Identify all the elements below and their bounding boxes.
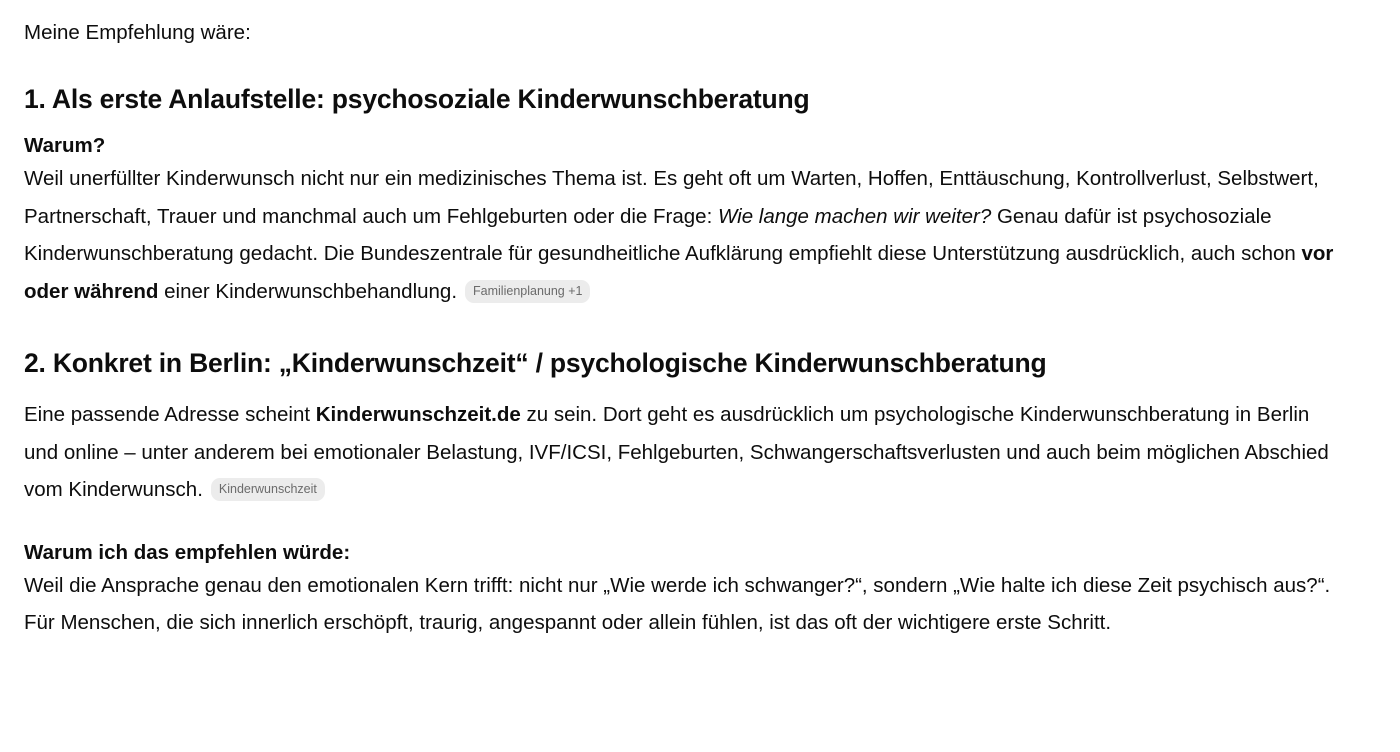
section-1-body-text-2: Genau dafür ist psychosoziale Kinderwunschberatung gedacht. Die Bundeszentrale für gesundheitliche Aufklärung empfiehlt diese Unterstützung ausdrücklich, auch schon bbox=[24, 204, 1302, 265]
intro-paragraph: Meine Empfehlung wäre: bbox=[24, 21, 251, 44]
section-2-heading: 2. Konkret in Berlin: „Kinderwunschzeit“ / psychologische Kinderwunschberatung bbox=[24, 348, 1047, 378]
section-1-body-bold: vor oder während bbox=[24, 242, 1334, 303]
section-2-body-text-1: Eine passende Adresse scheint bbox=[24, 403, 316, 426]
section-2-body-text-2: zu sein. Dort geht es ausdrücklich um psychologische Kinderwunschberatung in Berlin und online – unter anderem bei emotionaler Belastung, IVF/ICSI, Fehlgeburten, Schwangerschaftsverlusten und auch beim möglichen Abschied vom Kinderwunsch. bbox=[24, 403, 1329, 501]
section-1 bbox=[24, 82, 1348, 310]
section-1-body-text-1: Weil unerfüllter Kinderwunsch nicht nur ein medizinisches Thema ist. Es geht oft um Warten, Hoffen, Enttäuschung, Kontrollverlust, Selbstwert, Partnerschaft, Trauer und manchmal auch um Fehlgeburten oder die Frage: bbox=[24, 167, 1319, 228]
section-2-body bbox=[24, 396, 1348, 509]
section-1-heading: 1. Als erste Anlaufstelle: psychosoziale Kinderwunschberatung bbox=[24, 84, 810, 114]
citation-chip-familienplanung[interactable]: Familienplanung +1 bbox=[465, 280, 590, 303]
citation-chip-kinderwunschzeit[interactable]: Kinderwunschzeit bbox=[211, 478, 325, 501]
section-1-body-text-3: einer Kinderwunschbehandlung. bbox=[158, 279, 458, 303]
section-3 bbox=[24, 539, 1348, 642]
section-3-subheading: Warum ich das empfehlen würde: bbox=[24, 540, 351, 564]
section-1-body bbox=[24, 160, 1348, 310]
section-2-body-bold: Kinderwunschzeit.de bbox=[315, 403, 521, 426]
section-3-body: Weil die Ansprache genau den emotionalen Kern trifft: nicht nur „Wie werde ich schwanger?“, sondern „Wie halte ich diese Zeit psychisch aus?“. Für Menschen, die sich innerlich erschöpft, traurig, angespannt oder allein fühlen, ist das oft der wichtigere erste Schritt. bbox=[24, 573, 1331, 634]
section-1-subheading: Warum? bbox=[24, 134, 106, 157]
section-1-body-italic: Wie lange machen wir weiter? bbox=[717, 204, 992, 228]
section-2 bbox=[24, 346, 1348, 509]
